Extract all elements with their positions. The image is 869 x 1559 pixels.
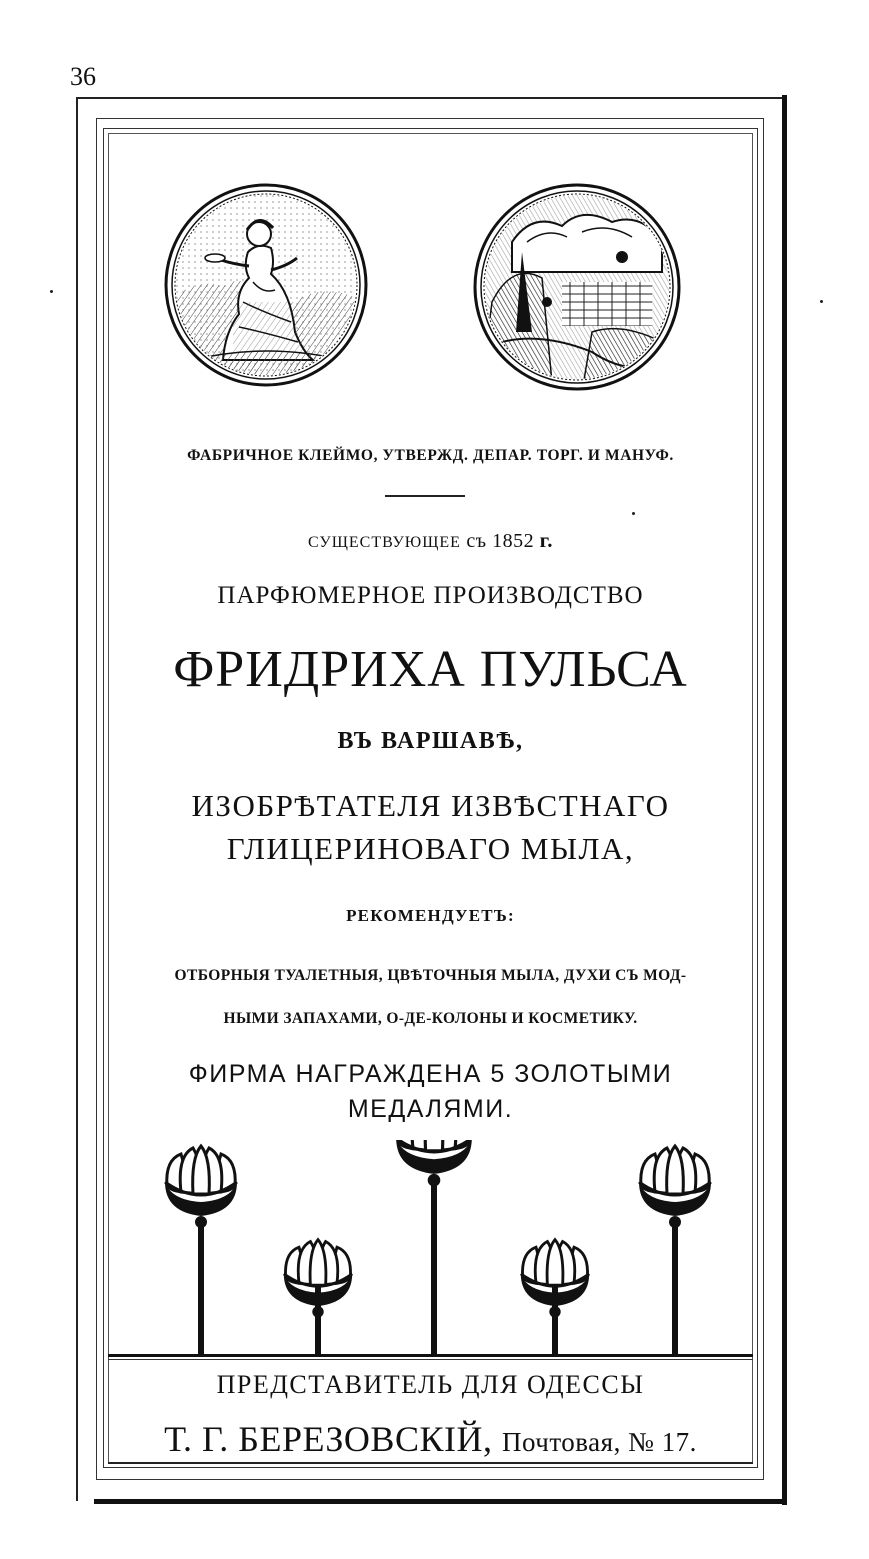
divider-rule [385, 495, 465, 497]
inventor-line-2: ГЛИЦЕРИНОВАГО МЫЛА, [226, 831, 635, 866]
representative-name: Т. Г. БЕРЕЗОВСКIЙ, [164, 1419, 493, 1459]
frame-shadow-bottom [94, 1499, 787, 1504]
frame-shadow-right [782, 95, 787, 1505]
inventor-line-1: ИЗОБРѢТАТЕЛЯ ИЗВѢСТНАГО [191, 788, 670, 823]
products-line-2: НЫМИ ЗАПАХАМИ, О-ДЕ-КОЛОНЫ И КОСМЕТИКУ. [223, 1010, 638, 1027]
trademark-caption: ФАБРИЧНОЕ КЛЕЙМО, УТВЕРЖД. ДЕПАР. ТОРГ. И МАНУФ. [187, 447, 674, 464]
established-abbr: г. [539, 528, 554, 552]
products-line-1: ОТБОРНЫЯ ТУАЛЕТНЫЯ, ЦВѢТОЧНЫЯ МЫЛА, ДУХИ СЪ МОД- [174, 967, 687, 984]
representative-name-line [108, 1418, 753, 1460]
representative-line: ПРЕДСТАВИТЕЛЬ ДЛЯ ОДЕССЫ [216, 1370, 645, 1399]
stray-mark [820, 300, 823, 303]
stray-mark [632, 512, 635, 515]
house-type: ПАРФЮМЕРНОЕ ПРОИЗВОДСТВО [217, 582, 644, 609]
established-prep: съ [466, 530, 487, 552]
trademark-medal-right [472, 182, 682, 392]
band-rule-top [108, 1354, 753, 1357]
company-city: ВЪ ВАРШАВѢ, [337, 728, 524, 754]
stray-mark [50, 290, 53, 293]
award-line-1: ФИРМА НАГРАЖДЕНА 5 ЗОЛОТЫМИ [188, 1060, 673, 1088]
band-rule-bottom [108, 1462, 753, 1464]
recommends-heading: РЕКОМЕНДУЕТЪ: [346, 906, 515, 925]
band-rule-top-thin [108, 1359, 753, 1360]
company-name: ФРИДРИХА ПУЛЬСА [173, 641, 688, 698]
established-label: СУЩЕСТВУЮЩЕЕ [307, 534, 461, 551]
award-line-2: МЕДАЛЯМИ. [347, 1095, 514, 1123]
page-number: 36 [70, 62, 96, 91]
established-year: 1852 [492, 530, 535, 552]
established-line [108, 528, 753, 553]
representative-address: Почтовая, № 17. [501, 1427, 697, 1457]
lotus-flowers-decoration [108, 1140, 753, 1356]
trademark-medal-left [163, 182, 369, 388]
